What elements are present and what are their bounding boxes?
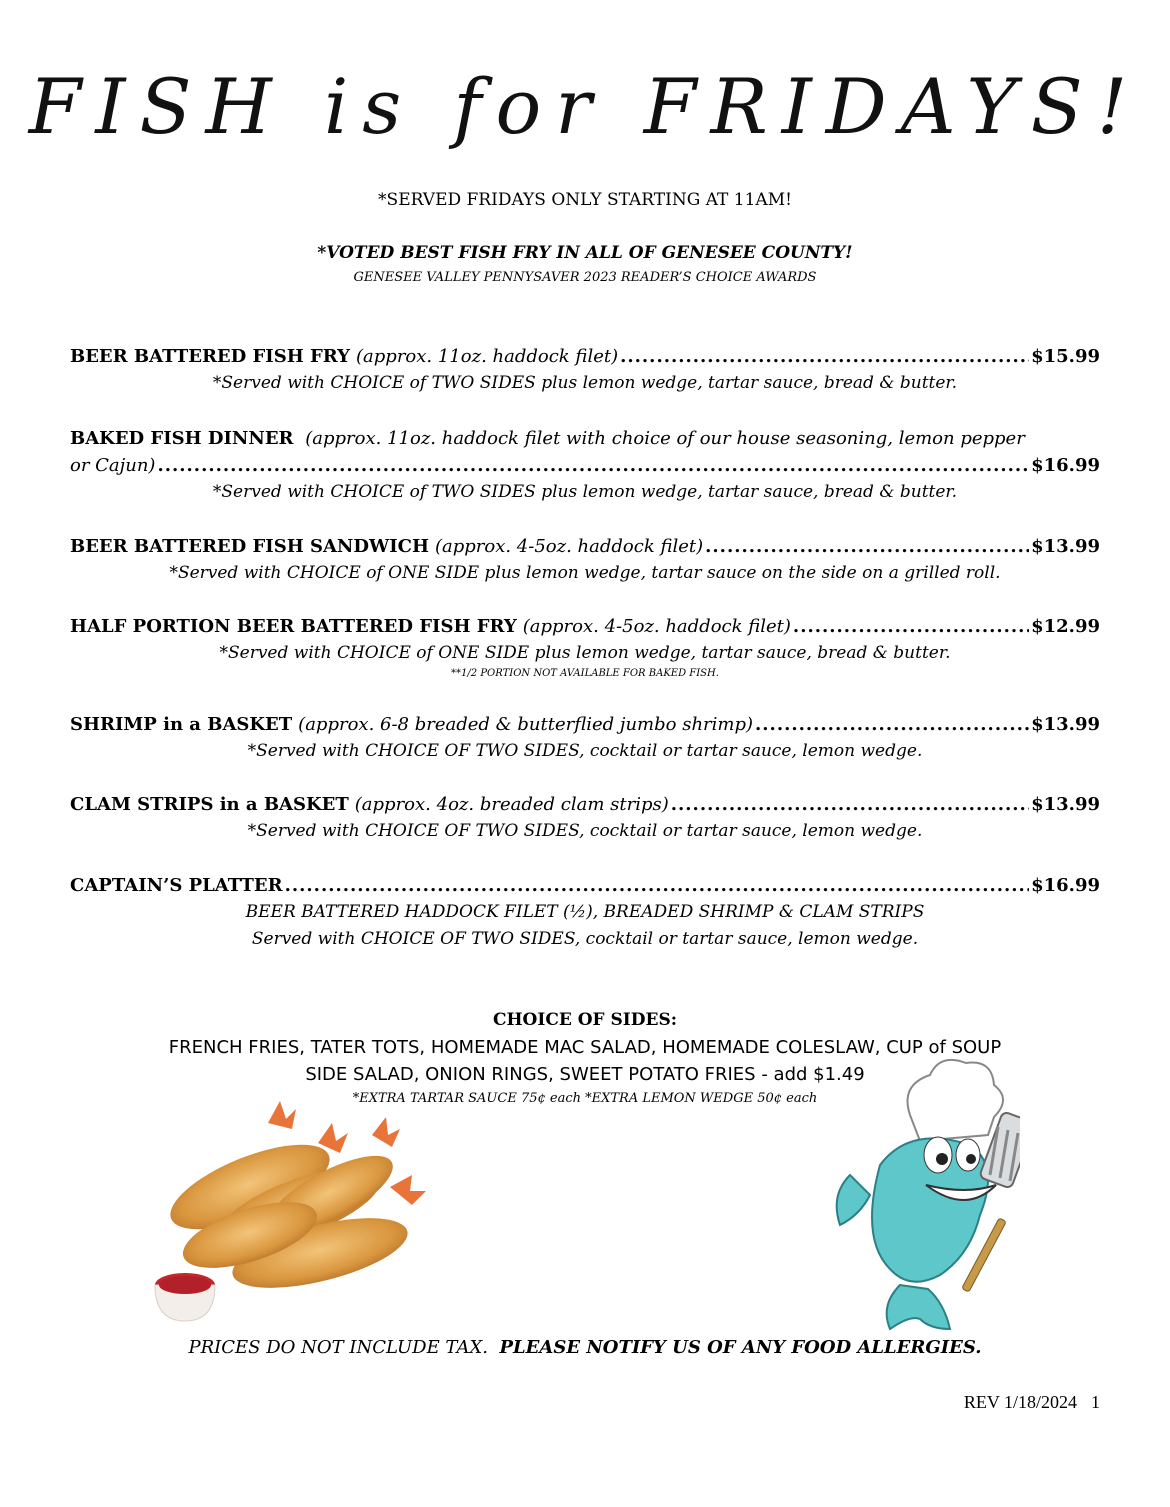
leader-dots bbox=[671, 791, 1029, 818]
item-name: CAPTAIN’S PLATTER bbox=[70, 875, 283, 896]
menu-item bbox=[70, 872, 1100, 953]
item-note: *Served with CHOICE of ONE SIDE plus lemon wedge, tartar sauce on the side on a grilled roll. bbox=[169, 563, 1001, 583]
item-name: SHRIMP in a BASKET bbox=[70, 714, 293, 735]
served-notice: *SERVED FRIDAYS ONLY STARTING AT 11AM! bbox=[378, 190, 792, 210]
item-name: HALF PORTION BEER BATTERED FISH FRY bbox=[70, 616, 517, 637]
fish-tail-icon bbox=[887, 1285, 950, 1329]
shrimp-tail-icon bbox=[318, 1123, 348, 1153]
leader-dots bbox=[755, 711, 1029, 738]
menu-item bbox=[70, 343, 1100, 397]
item-description: (approx. 4oz. breaded clam strips) bbox=[354, 794, 669, 815]
leader-dots bbox=[157, 452, 1029, 479]
item-description-cont: or Cajun) bbox=[70, 455, 156, 476]
item-price: $12.99 bbox=[1031, 616, 1100, 637]
item-small-note: **1/2 PORTION NOT AVAILABLE FOR BAKED FISH. bbox=[451, 668, 719, 679]
sides-title: CHOICE OF SIDES: bbox=[492, 1010, 678, 1030]
menu-item bbox=[70, 791, 1100, 845]
chef-hat-icon bbox=[908, 1060, 1004, 1141]
item-price: $16.99 bbox=[1031, 875, 1100, 896]
tax-notice: PRICES DO NOT INCLUDE TAX. bbox=[188, 1337, 488, 1358]
award-source: GENESEE VALLEY PENNYSAVER 2023 READER’S CHOICE AWARDS bbox=[353, 270, 817, 285]
chef-fish-image bbox=[830, 1055, 1020, 1335]
item-name: BAKED FISH DINNER bbox=[70, 428, 294, 449]
revision-date: REV 1/18/2024 bbox=[963, 1392, 1077, 1412]
item-description: (approx. 6-8 breaded & butterflied jumbo shrimp) bbox=[298, 714, 754, 735]
item-description: (approx. 11oz. haddock filet with choice of our house seasoning, lemon pepper bbox=[305, 428, 1025, 449]
footer-notice bbox=[0, 1337, 1170, 1358]
item-description: (approx. 4-5oz. haddock filet) bbox=[434, 536, 704, 557]
item-note: *Served with CHOICE OF TWO SIDES, cocktail or tartar sauce, lemon wedge. bbox=[247, 821, 923, 841]
item-price: $16.99 bbox=[1031, 455, 1100, 476]
leader-dots bbox=[705, 533, 1029, 560]
voted-best-notice: *VOTED BEST FISH FRY IN ALL OF GENESEE COUNTY! bbox=[317, 243, 853, 263]
shrimp-tail-icon bbox=[268, 1101, 296, 1129]
allergy-notice: PLEASE NOTIFY US OF ANY FOOD ALLERGIES. bbox=[499, 1337, 982, 1358]
item-description: (approx. 11oz. haddock filet) bbox=[356, 346, 619, 367]
item-note: *Served with CHOICE of TWO SIDES plus lemon wedge, tartar sauce, bread & butter. bbox=[212, 482, 958, 502]
item-name: BEER BATTERED FISH SANDWICH bbox=[70, 536, 429, 557]
item-price: $13.99 bbox=[1031, 536, 1100, 557]
item-name: CLAM STRIPS in a BASKET bbox=[70, 794, 349, 815]
item-note: *Served with CHOICE of TWO SIDES plus lemon wedge, tartar sauce, bread & butter. bbox=[212, 373, 958, 393]
item-note-2: Served with CHOICE OF TWO SIDES, cocktail or tartar sauce, lemon wedge. bbox=[251, 929, 919, 949]
item-price: $15.99 bbox=[1031, 346, 1100, 367]
leader-dots bbox=[793, 613, 1029, 640]
item-price: $13.99 bbox=[1031, 794, 1100, 815]
sides-extras: *EXTRA TARTAR SAUCE 75¢ each *EXTRA LEMON WEDGE 50¢ each bbox=[352, 1091, 818, 1106]
item-name: BEER BATTERED FISH FRY bbox=[70, 346, 351, 367]
item-description: (approx. 4-5oz. haddock filet) bbox=[522, 616, 791, 637]
sides-line-1: FRENCH FRIES, TATER TOTS, HOMEMADE MAC SALAD, HOMEMADE COLESLAW, CUP of SOUP bbox=[168, 1037, 1002, 1058]
menu-item bbox=[70, 425, 1100, 506]
item-note: BEER BATTERED HADDOCK FILET (½), BREADED SHRIMP & CLAM STRIPS bbox=[245, 902, 925, 922]
item-price: $13.99 bbox=[1031, 714, 1100, 735]
sides-line-2: SIDE SALAD, ONION RINGS, SWEET POTATO FRIES - add $1.49 bbox=[305, 1064, 865, 1085]
revision-info bbox=[964, 1392, 1100, 1413]
item-note: *Served with CHOICE OF TWO SIDES, cocktail or tartar sauce, lemon wedge. bbox=[247, 741, 923, 761]
shrimp-tail-icon bbox=[390, 1175, 426, 1205]
leader-dots bbox=[620, 343, 1029, 370]
fried-shrimp-image bbox=[150, 1095, 450, 1335]
leader-dots bbox=[285, 872, 1030, 899]
item-note: *Served with CHOICE of ONE SIDE plus lemon wedge, tartar sauce, bread & butter. bbox=[219, 643, 951, 663]
menu-item bbox=[70, 613, 1100, 681]
menu-item bbox=[70, 711, 1100, 765]
shrimp-tail-icon bbox=[372, 1117, 400, 1147]
page-title: FISH is for FRIDAYS! bbox=[28, 62, 1142, 151]
menu-item bbox=[70, 533, 1100, 587]
page-number: 1 bbox=[1091, 1392, 1100, 1412]
